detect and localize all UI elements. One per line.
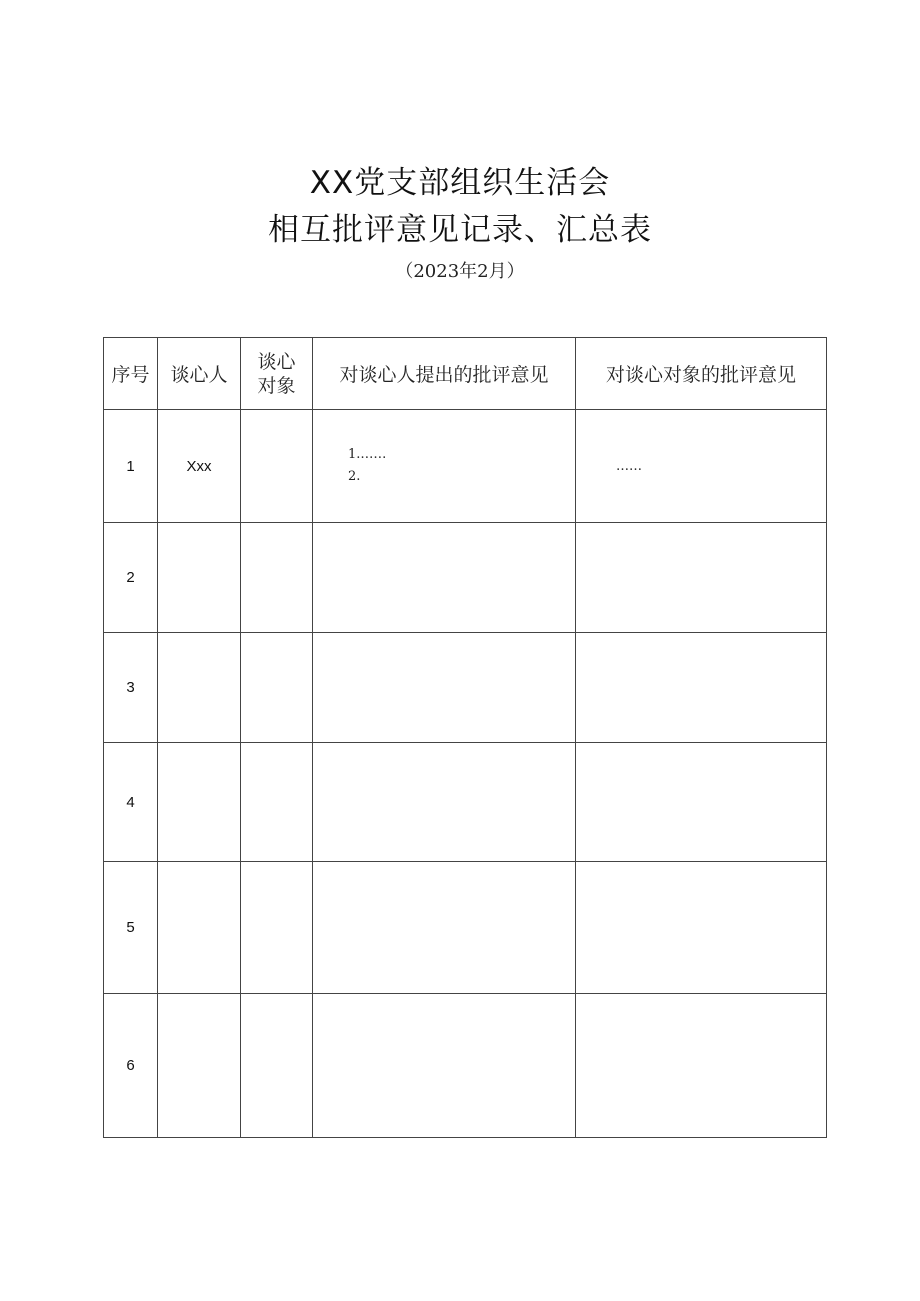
row-talker[interactable] — [158, 862, 241, 994]
row-opinions-to-target[interactable] — [576, 523, 827, 633]
row-opinions-to-target[interactable] — [576, 410, 827, 523]
row-opinions-to-target[interactable] — [576, 633, 827, 743]
opinion-list — [313, 444, 575, 488]
row-opinions-to-target[interactable] — [576, 994, 827, 1138]
header-target — [241, 338, 313, 410]
row-opinions-to-target[interactable] — [576, 862, 827, 994]
row-talker[interactable]: Xxx — [158, 410, 241, 523]
header-target-line1: 谈心 — [257, 350, 296, 373]
row-target[interactable] — [241, 862, 313, 994]
table-row — [104, 743, 827, 862]
opinion-item-1: 1.…… — [348, 447, 387, 462]
table-row — [104, 410, 827, 523]
header-opinions-to-talker: 对谈心人提出的批评意见 — [313, 338, 576, 410]
row-opinions-to-talker[interactable] — [313, 410, 576, 523]
header-target-line2: 对象 — [257, 374, 296, 397]
document-date: （2023年2月） — [395, 261, 525, 282]
row-opinions-to-target[interactable] — [576, 743, 827, 862]
row-opinions-to-talker[interactable] — [313, 523, 576, 633]
row-target[interactable] — [241, 410, 313, 523]
row-seq: 2 — [104, 523, 158, 633]
row-talker[interactable] — [158, 523, 241, 633]
row-talker[interactable] — [158, 633, 241, 743]
row-target[interactable] — [241, 633, 313, 743]
opinion-item-2: 2. — [348, 469, 361, 484]
row-opinions-to-talker[interactable] — [313, 633, 576, 743]
document-title-line2: 相互批评意见记录、汇总表 — [268, 212, 652, 248]
table-row — [104, 994, 827, 1138]
row-opinions-to-talker[interactable] — [313, 994, 576, 1138]
row-seq: 4 — [104, 743, 158, 862]
row-opinions-to-talker[interactable] — [313, 862, 576, 994]
table-header-row — [104, 338, 827, 410]
opinion-placeholder: …… — [616, 458, 642, 474]
row-seq: 1 — [104, 410, 158, 523]
header-talker: 谈心人 — [158, 338, 241, 410]
row-talker[interactable] — [158, 743, 241, 862]
header-opinions-to-target: 对谈心对象的批评意见 — [576, 338, 827, 410]
table-row — [104, 523, 827, 633]
criticism-table — [103, 337, 827, 1138]
row-seq: 6 — [104, 994, 158, 1138]
document-title-line1: XX党支部组织生活会 — [309, 165, 611, 201]
row-target[interactable] — [241, 523, 313, 633]
row-seq: 5 — [104, 862, 158, 994]
row-target[interactable] — [241, 743, 313, 862]
row-seq: 3 — [104, 633, 158, 743]
table-row — [104, 633, 827, 743]
header-seq: 序号 — [104, 338, 158, 410]
row-target[interactable] — [241, 994, 313, 1138]
row-talker[interactable] — [158, 994, 241, 1138]
row-opinions-to-talker[interactable] — [313, 743, 576, 862]
table-row — [104, 862, 827, 994]
